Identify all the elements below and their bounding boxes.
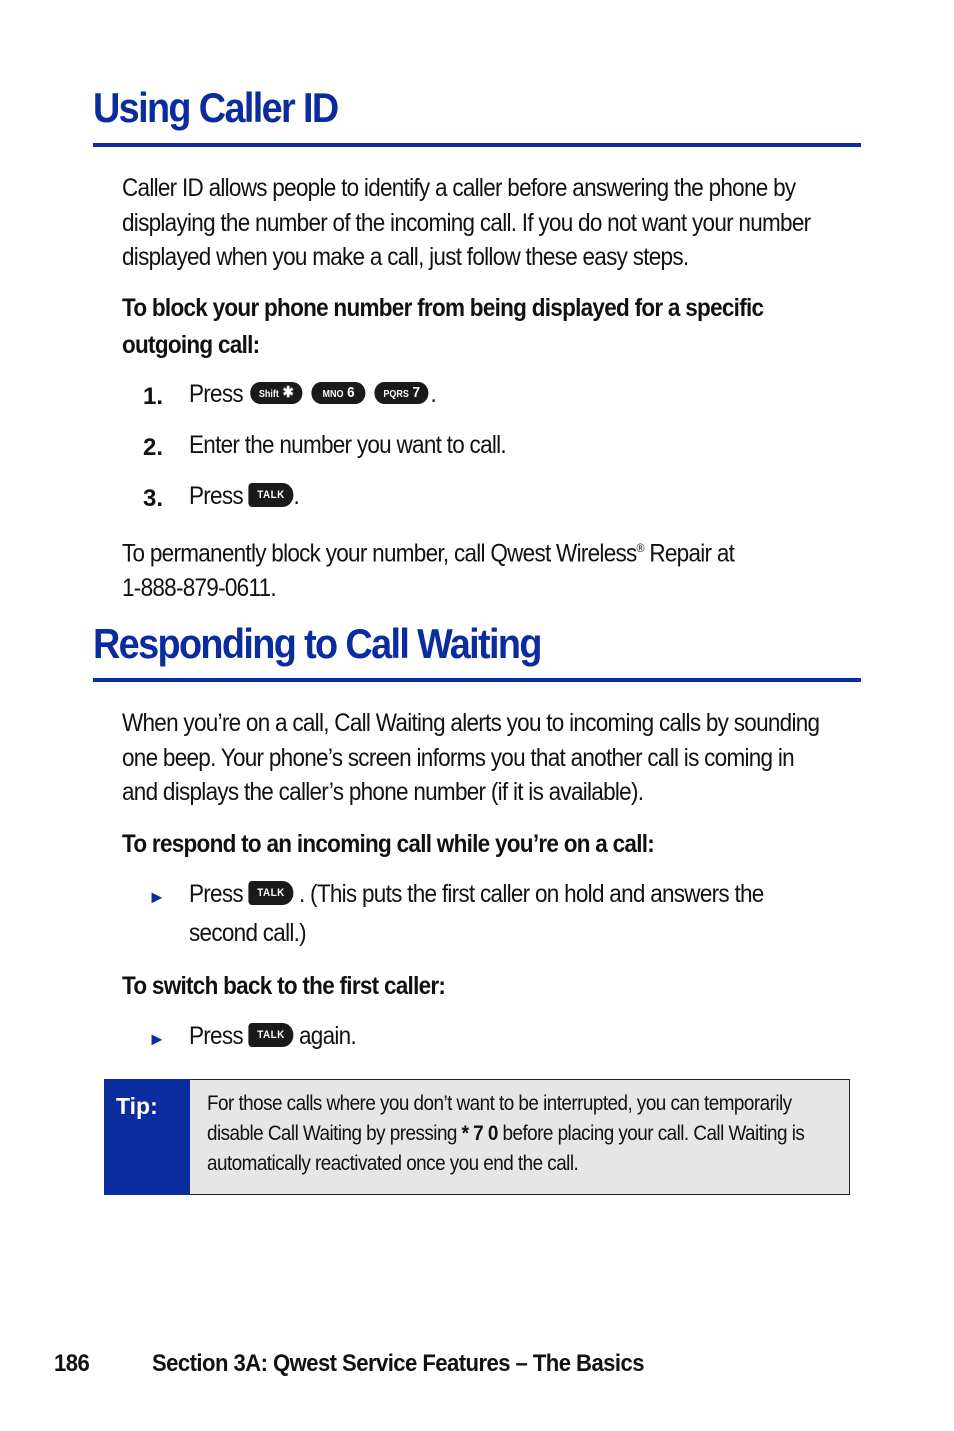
caller-id-intro: Caller ID allows people to identify a caller before answering the phone by displaying the number of the incoming call. If you do not want your number displayed when you make a call, just follow these easy steps. (122, 174, 811, 271)
tip-text-before: For those calls where you don’t want to be interrupted, you can temporarily disable Call Waiting by pressing (207, 1092, 792, 1145)
talk-key-icon: TALK (248, 881, 293, 905)
step-number: 1. (143, 383, 164, 410)
step-3-text: Press (189, 482, 243, 510)
switch-back-step (189, 1022, 356, 1051)
talk-key-icon: TALK (248, 483, 293, 507)
tip-label: Tip: (116, 1093, 158, 1119)
step-number: 3. (143, 485, 164, 512)
respond-instruction: To respond to an incoming call while you’re on a call: (122, 830, 655, 858)
respond-step (189, 880, 764, 909)
mno-key-digit: 6 (347, 384, 355, 402)
shift-key-symbol: ✱ (282, 384, 294, 402)
note-text-after: Repair at (643, 539, 735, 568)
section-title-caller-id: Using Caller ID (93, 84, 338, 131)
press-text: Press (189, 1022, 243, 1050)
title-underline (93, 678, 861, 682)
tip-text (207, 1089, 828, 1179)
note-text: To permanently block your number, call Qwest Wireless (122, 539, 637, 568)
call-waiting-intro: When you’re on a call, Call Waiting alerts you to incoming calls by sounding one beep. Your phone’s screen informs you that another call is coming in and displays the caller’s phone number (if it is available). (122, 709, 820, 806)
block-number-instruction: To block your phone number from being displayed for a specific outgoing call: (122, 294, 764, 359)
section-title-call-waiting: Responding to Call Waiting (93, 620, 541, 667)
step-2-text: Enter the number you want to call. (189, 431, 506, 459)
registered-mark: ® (636, 541, 644, 555)
shift-key-label: Shift (258, 389, 279, 401)
switch-back-instruction: To switch back to the first caller: (122, 972, 446, 1000)
step-number: 2. (143, 434, 164, 461)
footer-section-title: Section 3A: Qwest Service Features – The Basics (152, 1350, 644, 1377)
tip-code: * 7 0 (461, 1122, 498, 1145)
tip-text-after: before placing your call. Call Waiting is automatically reactivated once you end the call. (207, 1122, 805, 1175)
press-text: Press (189, 880, 243, 908)
page-number: 186 (54, 1350, 90, 1377)
bullet-arrow-icon: ► (148, 1029, 166, 1049)
respond-step-text: . (This puts the first caller on hold and answers the (298, 880, 764, 908)
repair-phone-number: 1-888-879-0611. (122, 573, 276, 602)
switch-back-step-text: again. (298, 1022, 356, 1050)
step-1: Press Shift ✱ MNO 6 PQRS 7 . (189, 380, 437, 408)
mno-key-label: MNO (322, 389, 344, 401)
mno-6-key-icon (312, 382, 366, 404)
respond-step-continued: second call.) (189, 919, 306, 947)
pqrs-7-key-icon (375, 382, 429, 404)
tip-label-panel (104, 1079, 190, 1195)
bullet-arrow-icon: ► (148, 887, 166, 907)
shift-key-icon (250, 382, 302, 404)
pqrs-key-label: PQRS (383, 389, 409, 401)
permanent-block-note (122, 531, 833, 605)
step-3: Press TALK . (189, 482, 299, 510)
pqrs-key-digit: 7 (412, 384, 421, 402)
step-1-text: Press (189, 380, 243, 408)
talk-key-icon: TALK (248, 1023, 293, 1047)
title-underline (93, 143, 861, 147)
